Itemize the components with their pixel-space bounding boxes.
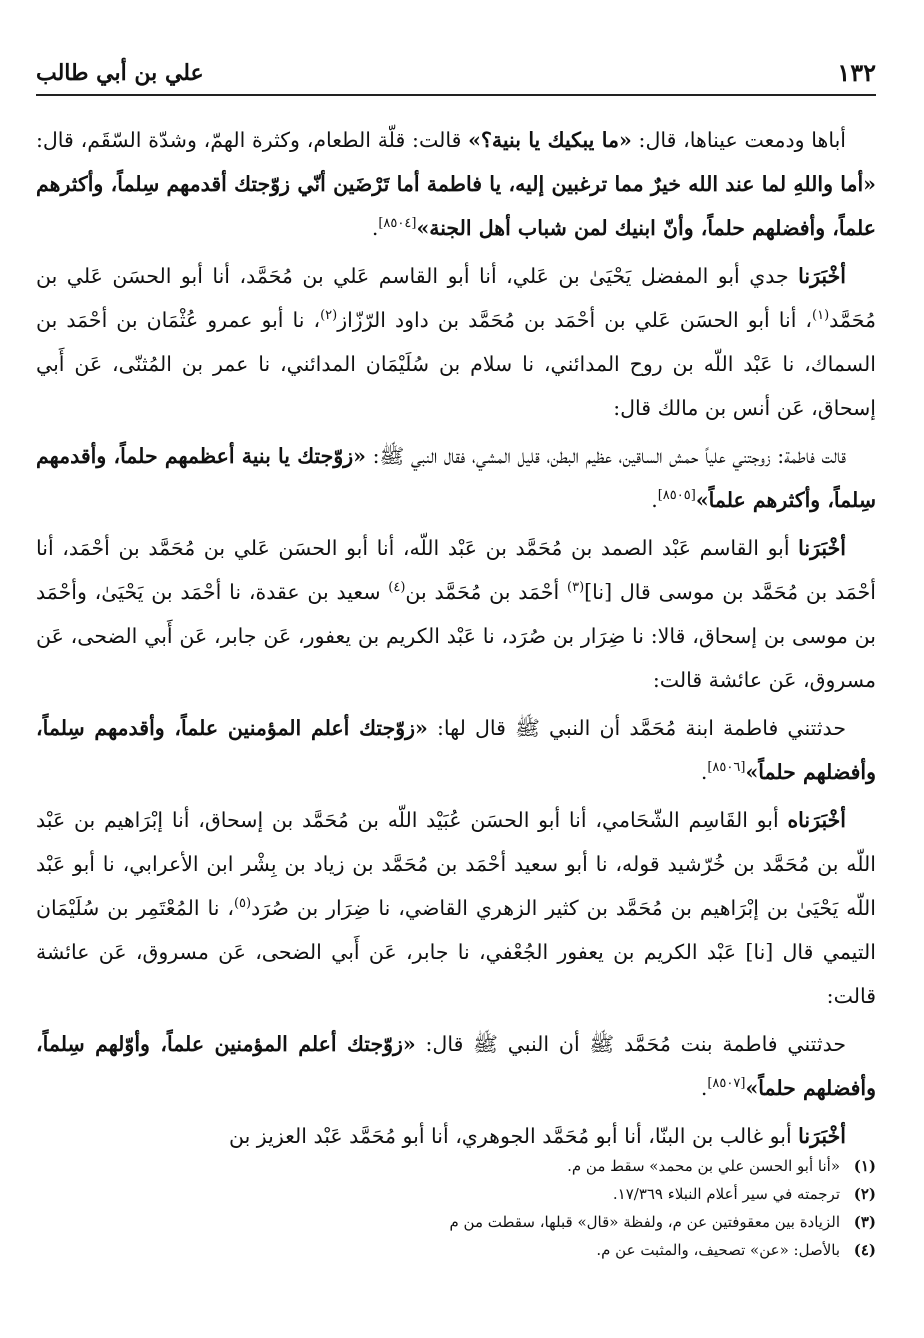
text-run: . <box>371 216 379 240</box>
text-run: ، أنا أبو الحسَن عَلي بن أحْمَد بن مُحَمَّد بن داود الرّزّاز <box>337 308 813 332</box>
bold-text: «زوّجتك أعلم المؤمنين علماً، وأوّلهم سِلماً، وأفضلهم حلماً» <box>36 1032 876 1100</box>
footnote <box>36 1236 876 1264</box>
bold-text: أخْبَرَنا <box>798 1124 846 1148</box>
text-run: أبو القاسم عَبْد الصمد بن مُحَمَّد بن عَبْد اللّه، أنا أبو الحسَن عَلي بن مُحَمَّد بن أحْمَد، أنا أحْمَد بن مُحَمَّد بن موسى قال [نا] <box>36 536 877 604</box>
text-run: ، نا أبو عمرو عُثْمَان بن أحْمَد بن السماك، نا عَبْد اللّه بن روح المدائني، نا سلام بن سُلَيْمَان المدائني، نا عمر بن المُثنّى، عَن أَبي إسحاق، عَن أنس بن مالك قال: <box>36 308 876 420</box>
reference-mark: [٨٥٠٤] <box>378 216 417 232</box>
footnote-number: (١) <box>853 1157 876 1175</box>
text-run: أبو القَاسِم الشّحَامي، أنا أبو الحسَن عُبَيْد اللّه بن مُحَمَّد بن إسحاق، أنا إبْرَاهيم بن عَبْد اللّه بن مُحَمَّد بن خُرّشيد قوله، نا أبو سعيد أحْمَد بن مُحَمَّد بن زياد بن بِشْر ابن الأعرابي، نا أبو عَبْد اللّه يَحْيَىٰ بن إبْرَاهيم بن مُحَمَّد بن كثير الزهري القاضي، نا ضِرَار بن صُرَد <box>36 808 876 920</box>
bold-text: «ما يبكيك يا بنية؟» <box>468 128 632 152</box>
reference-mark: (٥) <box>233 896 252 912</box>
reference-mark: [٨٥٠٥] <box>657 488 696 504</box>
text-run: أبو غالب بن البنّا، أنا أبو مُحَمَّد الجوهري، أنا أبو مُحَمَّد عَبْد العزيز بن <box>228 1124 799 1148</box>
reference-mark: (٣) <box>567 580 585 596</box>
running-title: علي بن أبي طالب <box>36 60 204 86</box>
text-run: . <box>651 488 658 512</box>
text-run: قالت: قلّة الطعام، وكثرة الهمّ، وشدّة السّقَم، قال: <box>36 128 469 152</box>
text-run: أباها ودمعت عيناها، قال: <box>631 128 846 152</box>
footnote-number: (٤) <box>853 1241 876 1259</box>
text-run: . <box>700 1076 708 1100</box>
paragraph <box>36 434 876 522</box>
bold-text: «زوّجتك أعلم المؤمنين علماً، وأقدمهم سِلماً، وأفضلهم حلماً» <box>36 716 876 784</box>
text-run: . <box>700 760 708 784</box>
page-header <box>36 58 876 96</box>
bold-text: «أما واللهِ لما عند الله خيرٌ مما ترغبين إليه، يا فاطمة أما تَرْضَين أنّي زوّجتك أقدمهم سِلماً، وأكثرهم علماً، وأفضلهم حلماً، وأنّ ابنيك لمن شباب أهل الجنة» <box>36 172 876 240</box>
footnote-number: (٣) <box>853 1213 876 1231</box>
paragraph <box>36 1022 876 1110</box>
footnote-text: ترجمته في سير أعلام النبلاء ١٧/٣٦٩. <box>612 1185 840 1203</box>
footnote-text: بالأصل: «عن» تصحيف، والمثبت عن م. <box>596 1241 840 1259</box>
main-text <box>36 118 876 1162</box>
reference-mark: (٢) <box>320 308 338 324</box>
reference-mark: [٨٥٠٧] <box>707 1076 746 1092</box>
paragraph <box>36 254 876 430</box>
footnote <box>36 1152 876 1180</box>
text-run: سعيد بن عقدة، نا أحْمَد بن يَحْيَىٰ، وأحْمَد بن موسى بن إسحاق، قالا: نا ضِرَار بن صُرَد، نا عَبْد الكريم بن يعفور، عَن جابر، عَن أَبي الضحى، عَن مسروق، عَن عائشة قالت: <box>36 580 876 692</box>
page-number: ١٣٢ <box>837 58 876 87</box>
text-run: حدثتني فاطمة بنت مُحَمَّد ﷺ أن النبي ﷺ قال: <box>415 1032 846 1056</box>
text-run: حدثتني فاطمة ابنة مُحَمَّد أن النبي ﷺ قال لها: <box>427 716 846 740</box>
reference-mark: [٨٥٠٦] <box>707 760 746 776</box>
paragraph <box>36 526 876 702</box>
text-run: جدي أبو المفضل يَحْيَىٰ بن عَلي، أنا أبو القاسم عَلي بن مُحَمَّد، أنا أبو الحسَن عَلي بن مُحَمَّد <box>36 264 876 332</box>
reference-mark: (٤) <box>388 580 406 596</box>
bold-text: أخْبَرَنا <box>798 536 846 560</box>
text-run: قالت فاطمة: زوجتني علياً حمش الساقين، عظيم البطن، قليل المشي، فقال النبي ﷺ: <box>365 444 847 468</box>
reference-mark: (١) <box>812 308 830 324</box>
paragraph <box>36 798 876 1018</box>
footnote-number: (٢) <box>853 1185 876 1203</box>
footnote <box>36 1208 876 1236</box>
bold-text: أخْبَرَنا <box>798 264 846 288</box>
bold-text: «زوّجتك يا بنية أعظمهم حلماً، وأقدمهم سِلماً، وأكثرهم علماً» <box>36 444 876 512</box>
footnote <box>36 1180 876 1208</box>
text-run: أحْمَد بن مُحَمَّد بن <box>405 580 567 604</box>
paragraph <box>36 706 876 794</box>
text-run: ، نا المُعْتَمِر بن سُلَيْمَان التيمي قال [نا] عَبْد الكريم بن يعفور الجُعْفي، نا جابر، عَن أَبي الضحى، عَن مسروق، عَن عائشة قالت: <box>36 896 876 1008</box>
bold-text: أخْبَرَناه <box>787 808 846 832</box>
footnotes <box>36 1152 876 1264</box>
paragraph <box>36 118 876 250</box>
footnote-text: «أنا أبو الحسن علي بن محمد» سقط من م. <box>567 1157 840 1175</box>
footnote-text: الزيادة بين معقوفتين عن م، ولفظة «قال» قبلها، سقطت من م <box>449 1213 840 1231</box>
